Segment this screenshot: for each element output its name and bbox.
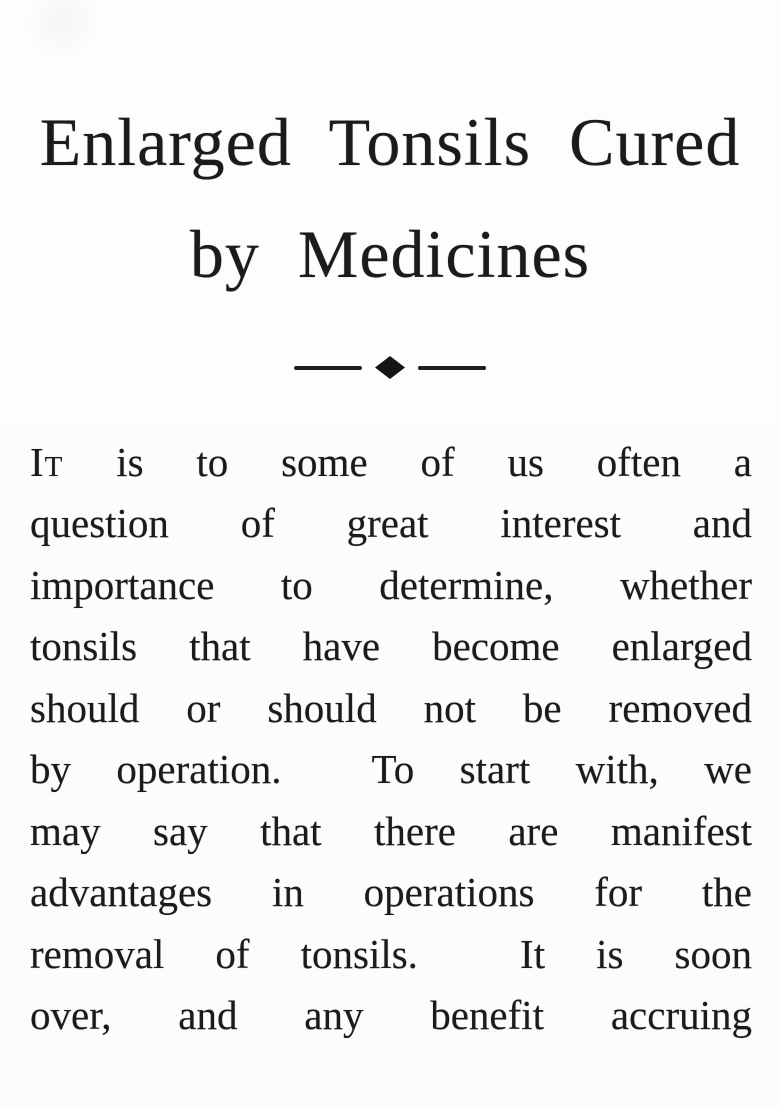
text-line [30, 432, 752, 494]
ornamental-divider [0, 356, 780, 380]
text-line: importance to determine, whether [30, 561, 752, 608]
lead-word-smallcaps: It [30, 438, 64, 485]
diamond-ornament-icon [375, 356, 405, 379]
text-line: question of great interest and [30, 500, 752, 547]
divider-rule-right [418, 366, 486, 370]
lead-line-rest: is to some of us often a [116, 438, 752, 485]
page-title [0, 86, 780, 310]
text-line: removal of tonsils. It is soon [30, 930, 752, 977]
text-line: tonsils that have become enlarged [30, 623, 752, 670]
text-line: may say that there are manifest [30, 807, 752, 854]
page-title-line1: Enlarged Tonsils Cured [39, 104, 741, 180]
text-line: advantages in operations for the [30, 869, 752, 916]
body-text [30, 432, 752, 1047]
text-line: should or should not be removed [30, 684, 752, 731]
divider-rule-left [294, 366, 362, 370]
text-line: over, and any benefit accruing [30, 992, 752, 1039]
page-title-line2: by Medicines [189, 216, 591, 292]
text-line: by operation. To start with, we [30, 746, 752, 793]
